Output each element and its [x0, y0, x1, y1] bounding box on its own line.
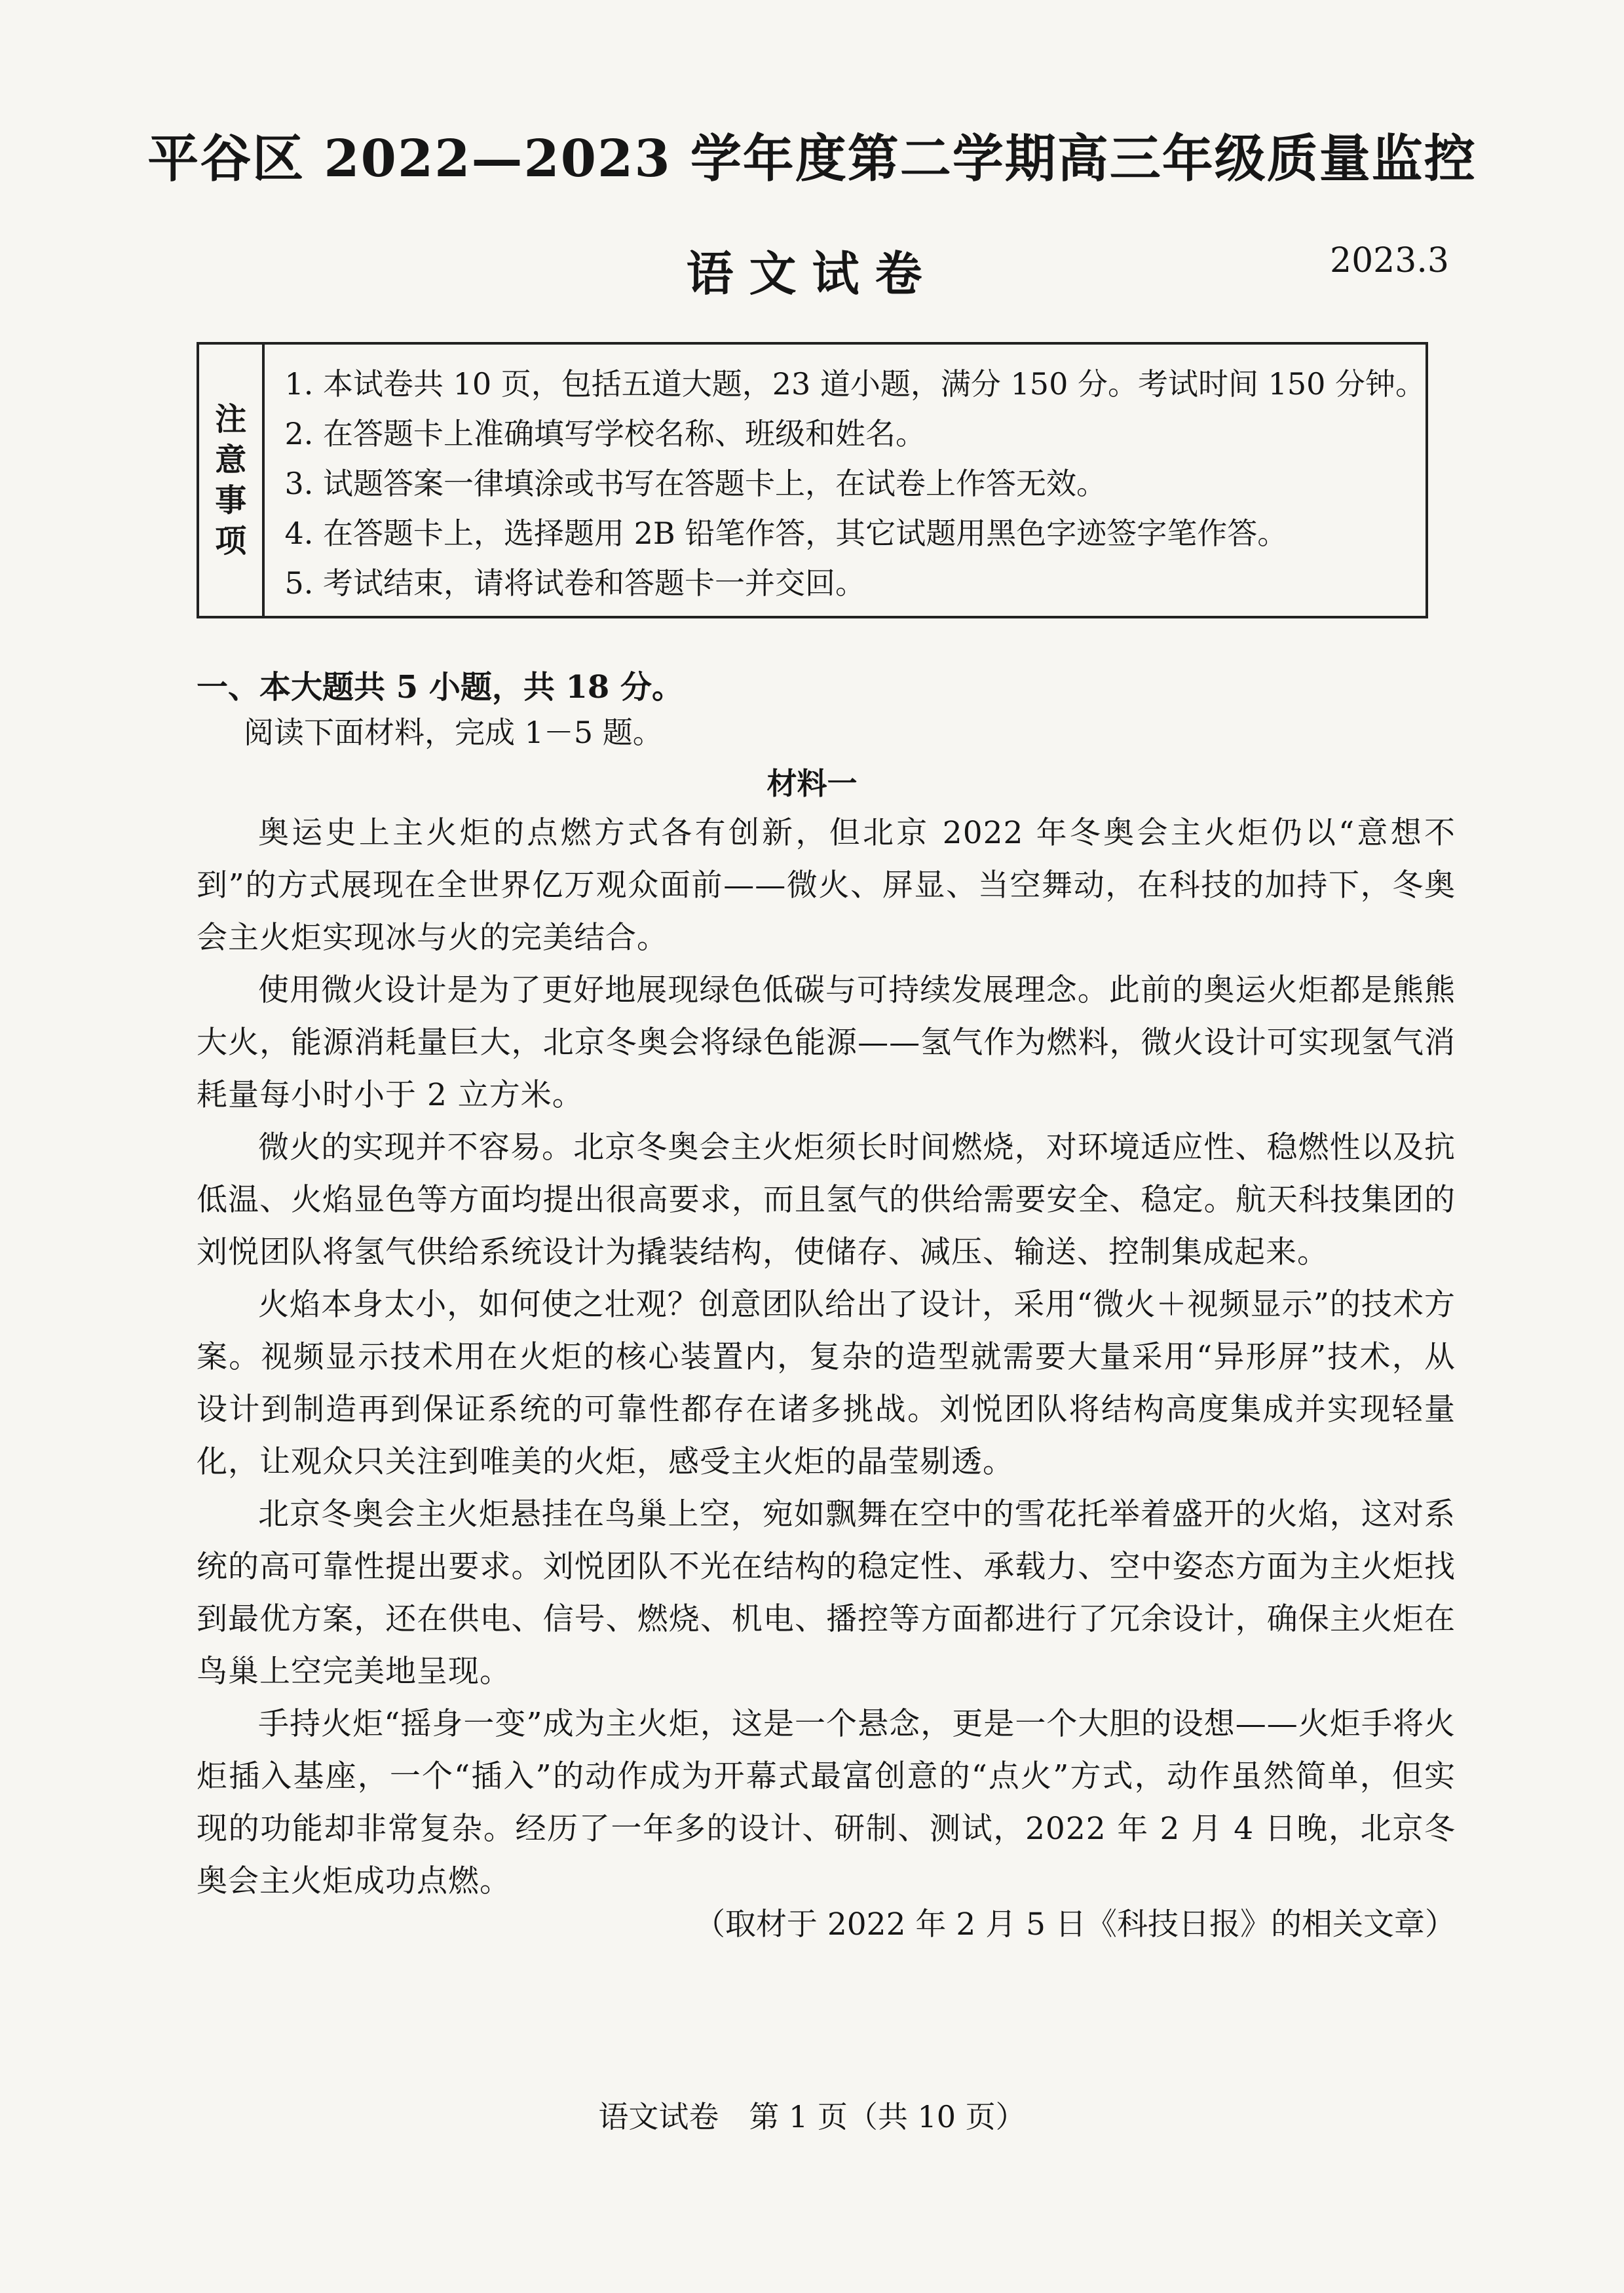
exam-date: 2023.3 — [1330, 241, 1449, 280]
notice-label-char: 事 — [215, 482, 247, 519]
paragraph: 手持火炬“摇身一变”成为主火炬，这是一个悬念，更是一个大胆的设想——火炬手将火炬插入基座，一个“插入”的动作成为开幕式最富创意的“点火”方式，动作虽然简单，但实现的功能却非常复杂。经历了一年多的设计、研制、测试，2022 年 2 月 4 日晚，北京冬奥会主火炬成功点燃。 — [197, 1706, 1456, 1899]
source-citation: （取材于 2022 年 2 月 5 日《科技日报》的相关文章） — [694, 1906, 1456, 1942]
paragraph: 微火的实现并不容易。北京冬奥会主火炬须长时间燃烧，对环境适应性、稳燃性以及抗低温、火焰显色等方面均提出很高要求，而且氢气的供给需要安全、稳定。航天科技集团的刘悦团队将氢气供给系统设计为撬装结构，使储存、减压、输送、控制集成起来。 — [197, 1129, 1456, 1270]
notice-box — [197, 342, 1428, 618]
notice-item: 4. 在答题卡上，选择题用 2B 铅笔作答，其它试题用黑色字迹签字笔作答。 — [284, 516, 1288, 551]
notice-item: 3. 试题答案一律填涂或书写在答题卡上，在试卷上作答无效。 — [284, 466, 1106, 501]
paragraph: 使用微火设计是为了更好地展现绿色低碳与可持续发展理念。此前的奥运火炬都是熊熊大火，能源消耗量巨大，北京冬奥会将绿色能源——氢气作为燃料，微火设计可实现氢气消耗量每小时小于 2 立方米。 — [197, 972, 1456, 1113]
section-heading: 一、本大题共 5 小题，共 18 分。 — [197, 669, 684, 706]
notice-item: 5. 考试结束，请将试卷和答题卡一并交回。 — [284, 565, 865, 601]
paragraph: 北京冬奥会主火炬悬挂在鸟巢上空，宛如飘舞在空中的雪花托举着盛开的火焰，这对系统的高可靠性提出要求。刘悦团队不光在结构的稳定性、承载力、空中姿态方面为主火炬找到最优方案，还在供电、信号、燃烧、机电、播控等方面都进行了冗余设计，确保主火炬在鸟巢上空完美地呈现。 — [197, 1496, 1456, 1690]
notice-list — [265, 345, 1426, 616]
material-body — [197, 807, 1456, 1908]
exam-title: 平谷区 2022—2023 学年度第二学期高三年级质量监控 — [147, 129, 1477, 189]
notice-label-char: 项 — [215, 523, 247, 559]
paragraph: 奥运史上主火炬的点燃方式各有创新，但北京 2022 年冬奥会主火炬仍以“意想不到”的方式展现在全世界亿万观众面前——微火、屏显、当空舞动，在科技的加持下，冬奥会主火炬实现冰与火的完美结合。 — [197, 815, 1456, 956]
notice-label-char: 注 — [215, 401, 247, 438]
exam-subtitle: 语文试卷 — [686, 246, 938, 301]
reading-instruction: 阅读下面材料，完成 1－5 题。 — [244, 715, 663, 750]
notice-label — [199, 345, 265, 616]
material-title: 材料一 — [766, 766, 858, 801]
page-footer: 语文试卷 第 1 页（共 10 页） — [598, 2099, 1026, 2134]
notice-label-char: 意 — [215, 442, 247, 478]
notice-item: 1. 本试卷共 10 页，包括五道大题，23 道小题，满分 150 分。考试时间 150 分钟。 — [284, 366, 1426, 402]
paragraph: 火焰本身太小，如何使之壮观？创意团队给出了设计，采用“微火＋视频显示”的技术方案。视频显示技术用在火炬的核心装置内，复杂的造型就需要大量采用“异形屏”技术，从设计到制造再到保证系统的可靠性都存在诸多挑战。刘悦团队将结构高度集成并实现轻量化，让观众只关注到唯美的火炬，感受主火炬的晶莹剔透。 — [197, 1287, 1456, 1480]
notice-item: 2. 在答题卡上准确填写学校名称、班级和姓名。 — [284, 416, 926, 451]
